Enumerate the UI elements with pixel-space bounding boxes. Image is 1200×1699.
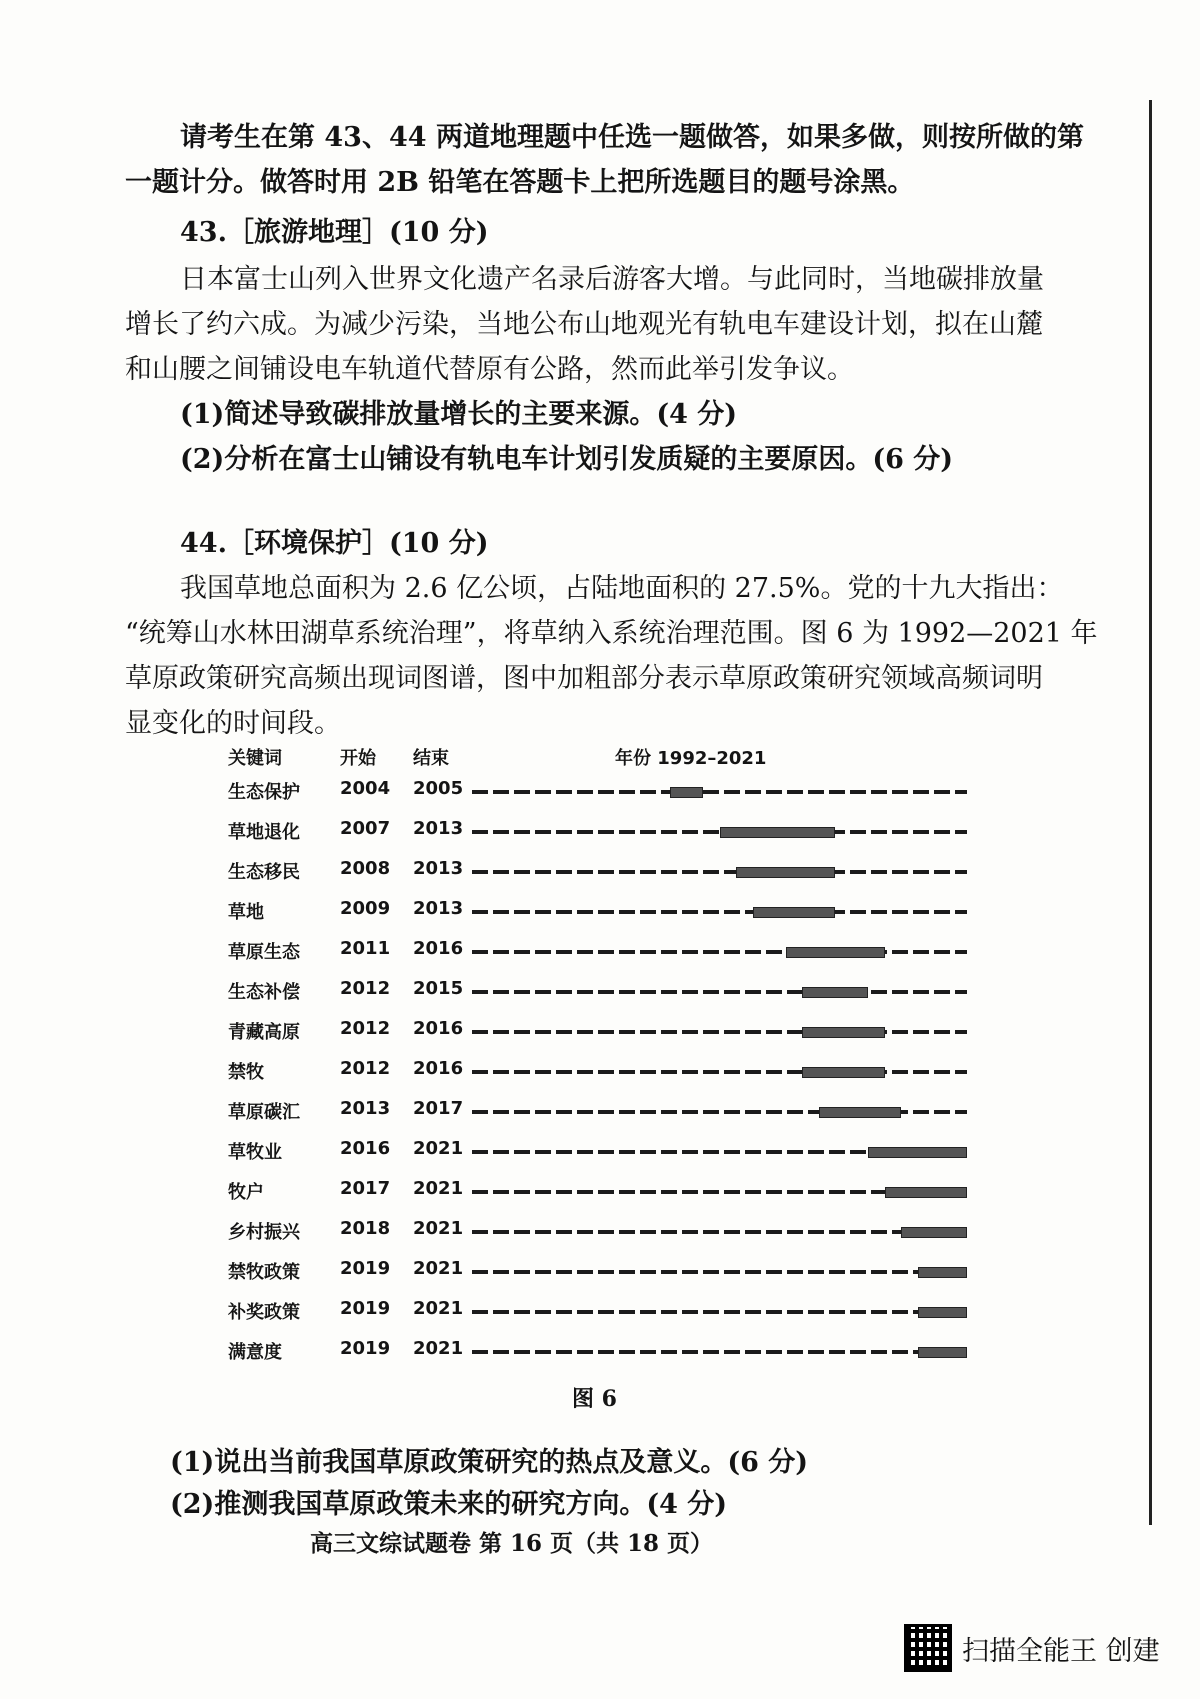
figure-row bbox=[0, 778, 1200, 808]
q44-stem-3: 草原政策研究高频出现词图谱，图中加粗部分表示草原政策研究领域高频词明 bbox=[125, 663, 1043, 694]
figure-caption: 图 6 bbox=[572, 1386, 617, 1412]
highlight-bar bbox=[802, 1067, 885, 1078]
row-keyword: 生态补偿 bbox=[228, 982, 300, 1003]
row-end-year: 2021 bbox=[413, 1338, 464, 1359]
figure-row bbox=[0, 978, 1200, 1008]
row-keyword: 补奖政策 bbox=[228, 1302, 300, 1323]
figure-row bbox=[0, 818, 1200, 848]
q44-stem-1: 我国草地总面积为 2.6 亿公顷，占陆地面积的 27.5%。党的十九大指出： bbox=[180, 573, 1064, 604]
highlight-bar bbox=[736, 867, 835, 878]
year-track bbox=[472, 1270, 967, 1274]
q43-stem-3: 和山腰之间铺设电车轨道代替原有公路，然而此举引发争议。 bbox=[125, 354, 854, 385]
highlight-bar bbox=[802, 987, 868, 998]
highlight-bar bbox=[918, 1267, 968, 1278]
row-start-year: 2012 bbox=[340, 1018, 391, 1039]
row-end-year: 2021 bbox=[413, 1258, 464, 1279]
col-end-header: 结束 bbox=[413, 748, 449, 769]
q43-sub1: (1)简述导致碳排放量增长的主要来源。(4 分) bbox=[180, 399, 738, 430]
row-end-year: 2013 bbox=[413, 898, 464, 919]
figure-row bbox=[0, 1218, 1200, 1248]
row-end-year: 2016 bbox=[413, 1058, 464, 1079]
row-keyword: 满意度 bbox=[228, 1342, 282, 1363]
row-end-year: 2021 bbox=[413, 1138, 464, 1159]
q43-stem-2: 增长了约六成。为减少污染，当地公布山地观光有轨电车建设计划，拟在山麓 bbox=[125, 309, 1043, 340]
row-end-year: 2021 bbox=[413, 1298, 464, 1319]
col-years-header: 年份 1992–2021 bbox=[615, 748, 767, 769]
figure-row bbox=[0, 938, 1200, 968]
col-keyword-header: 关键词 bbox=[228, 748, 282, 769]
watermark-text: 扫描全能王 创建 bbox=[962, 1635, 1160, 1667]
scanner-watermark bbox=[904, 1625, 1160, 1671]
figure-row bbox=[0, 1138, 1200, 1168]
row-start-year: 2009 bbox=[340, 898, 391, 919]
figure-row bbox=[0, 1058, 1200, 1088]
highlight-bar bbox=[753, 907, 836, 918]
row-start-year: 2019 bbox=[340, 1338, 391, 1359]
row-keyword: 草牧业 bbox=[228, 1142, 282, 1163]
row-keyword: 生态移民 bbox=[228, 862, 300, 883]
row-start-year: 2019 bbox=[340, 1258, 391, 1279]
year-track bbox=[472, 870, 967, 874]
row-end-year: 2013 bbox=[413, 858, 464, 879]
row-start-year: 2008 bbox=[340, 858, 391, 879]
row-end-year: 2013 bbox=[413, 818, 464, 839]
row-keyword: 草原碳汇 bbox=[228, 1102, 300, 1123]
q43-sub2: (2)分析在富士山铺设有轨电车计划引发质疑的主要原因。(6 分) bbox=[180, 444, 954, 475]
row-start-year: 2012 bbox=[340, 978, 391, 999]
highlight-bar bbox=[720, 827, 836, 838]
figure-row bbox=[0, 898, 1200, 928]
q44-sub2: (2)推测我国草原政策未来的研究方向。(4 分) bbox=[170, 1489, 728, 1520]
row-start-year: 2016 bbox=[340, 1138, 391, 1159]
year-track bbox=[472, 1070, 967, 1074]
row-keyword: 禁牧 bbox=[228, 1062, 264, 1083]
row-keyword: 青藏高原 bbox=[228, 1022, 300, 1043]
year-track bbox=[472, 910, 967, 914]
row-end-year: 2021 bbox=[413, 1218, 464, 1239]
figure-row bbox=[0, 858, 1200, 888]
highlight-bar bbox=[868, 1147, 967, 1158]
figure-row bbox=[0, 1338, 1200, 1368]
row-start-year: 2019 bbox=[340, 1298, 391, 1319]
row-end-year: 2005 bbox=[413, 778, 464, 799]
year-track bbox=[472, 1350, 967, 1354]
row-end-year: 2015 bbox=[413, 978, 464, 999]
row-start-year: 2017 bbox=[340, 1178, 391, 1199]
figure-row bbox=[0, 1018, 1200, 1048]
highlight-bar bbox=[786, 947, 885, 958]
figure-row bbox=[0, 1098, 1200, 1128]
row-keyword: 草地 bbox=[228, 902, 264, 923]
figure-row bbox=[0, 1298, 1200, 1328]
year-track bbox=[472, 990, 967, 994]
q44-title: 44.［环境保护］(10 分) bbox=[180, 528, 489, 559]
row-keyword: 禁牧政策 bbox=[228, 1262, 300, 1283]
year-track bbox=[472, 1230, 967, 1234]
row-keyword: 草原生态 bbox=[228, 942, 300, 963]
q44-stem-4: 显变化的时间段。 bbox=[125, 708, 341, 739]
row-start-year: 2011 bbox=[340, 938, 391, 959]
row-start-year: 2018 bbox=[340, 1218, 391, 1239]
instruction-line-2: 一题计分。做答时用 2B 铅笔在答题卡上把所选题目的题号涂黑。 bbox=[125, 167, 915, 198]
row-start-year: 2012 bbox=[340, 1058, 391, 1079]
year-track bbox=[472, 1310, 967, 1314]
row-keyword: 乡村振兴 bbox=[228, 1222, 300, 1243]
highlight-bar bbox=[802, 1027, 885, 1038]
year-track bbox=[472, 1030, 967, 1034]
row-end-year: 2016 bbox=[413, 1018, 464, 1039]
row-keyword: 草地退化 bbox=[228, 822, 300, 843]
row-keyword: 生态保护 bbox=[228, 782, 300, 803]
q44-stem-2: “统筹山水林田湖草系统治理”，将草纳入系统治理范围。图 6 为 1992—2021 年 bbox=[125, 618, 1098, 649]
q44-sub1: (1)说出当前我国草原政策研究的热点及意义。(6 分) bbox=[170, 1447, 809, 1478]
row-keyword: 牧户 bbox=[228, 1182, 264, 1203]
highlight-bar bbox=[670, 787, 703, 798]
figure-row bbox=[0, 1178, 1200, 1208]
row-end-year: 2021 bbox=[413, 1178, 464, 1199]
row-start-year: 2013 bbox=[340, 1098, 391, 1119]
figure-row bbox=[0, 1258, 1200, 1288]
highlight-bar bbox=[918, 1307, 968, 1318]
highlight-bar bbox=[885, 1187, 968, 1198]
row-end-year: 2017 bbox=[413, 1098, 464, 1119]
row-start-year: 2007 bbox=[340, 818, 391, 839]
q43-stem-1: 日本富士山列入世界文化遗产名录后游客大增。与此同时，当地碳排放量 bbox=[180, 264, 1044, 295]
highlight-bar bbox=[819, 1107, 902, 1118]
row-end-year: 2016 bbox=[413, 938, 464, 959]
instruction-line-1: 请考生在第 43、44 两道地理题中任选一题做答，如果多做，则按所做的第 bbox=[180, 122, 1084, 153]
highlight-bar bbox=[918, 1347, 968, 1358]
highlight-bar bbox=[901, 1227, 967, 1238]
year-track bbox=[472, 790, 967, 794]
qr-code-icon bbox=[904, 1624, 952, 1672]
col-start-header: 开始 bbox=[340, 748, 376, 769]
q43-title: 43.［旅游地理］(10 分) bbox=[180, 217, 489, 248]
year-track bbox=[472, 950, 967, 954]
row-start-year: 2004 bbox=[340, 778, 391, 799]
page-footer: 高三文综试题卷 第 16 页（共 18 页） bbox=[310, 1530, 714, 1557]
